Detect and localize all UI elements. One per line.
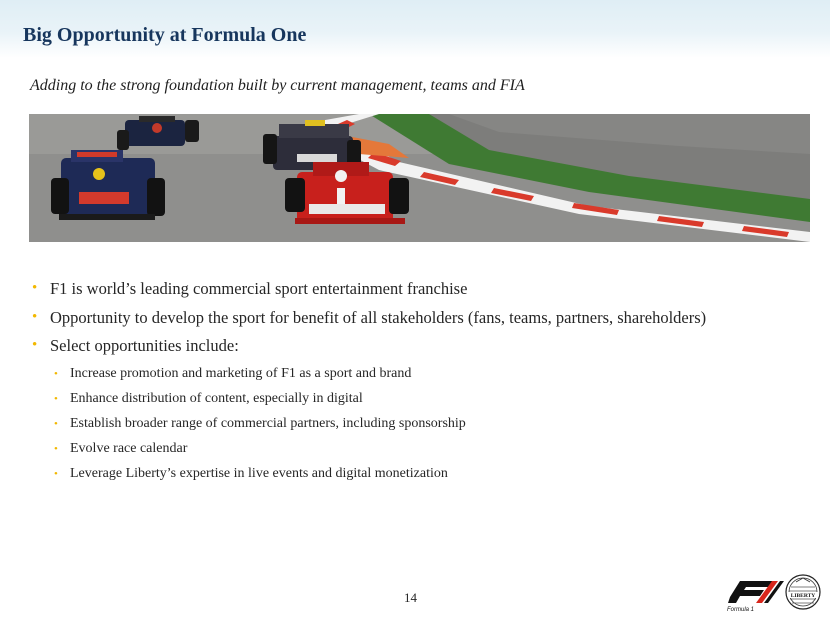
sub-bullet-item: [32, 415, 822, 432]
bullet-item: [32, 336, 822, 355]
sub-bullet-text: Enhance distribution of content, especially in digital: [70, 390, 363, 406]
sub-bullet-text: Leverage Liberty’s expertise in live events and digital monetization: [70, 466, 448, 482]
sub-bullet-item: [32, 440, 822, 457]
f1-caption: Formula 1: [727, 607, 755, 613]
sub-bullet-text: Evolve race calendar: [70, 441, 188, 457]
liberty-logo: [786, 575, 820, 609]
f1-logo: [727, 581, 784, 613]
bullet-text: Opportunity to develop the sport for benefit of all stakeholders (fans, teams, partners, shareholders): [50, 307, 707, 327]
slide-subtitle: Adding to the strong foundation built by current management, teams and FIA: [30, 77, 525, 94]
bullet-dot-icon: •: [54, 468, 58, 481]
sub-bullet-text: Increase promotion and marketing of F1 as a sport and brand: [70, 365, 412, 381]
bullet-dot-icon: •: [54, 392, 58, 405]
bullet-dot-icon: •: [54, 417, 58, 430]
race-photo: [29, 114, 810, 242]
slide-title: Big Opportunity at Formula One: [23, 24, 307, 46]
bullet-item: [32, 279, 822, 298]
logo-group: [726, 573, 824, 613]
liberty-text: LIBERTY: [790, 593, 816, 599]
bullet-dot-icon: •: [32, 308, 38, 325]
sub-bullet-item: [32, 465, 822, 482]
bullet-dot-icon: •: [32, 337, 38, 353]
bullet-dot-icon: •: [54, 367, 58, 380]
bullet-list: [32, 279, 822, 490]
sub-bullet-text: Establish broader range of commercial partners, including sponsorship: [70, 415, 466, 431]
sub-bullet-item: [32, 365, 822, 382]
bullet-text: F1 is world’s leading commercial sport entertainment franchise: [50, 279, 468, 298]
bullet-text: Select opportunities include:: [50, 336, 239, 355]
bullet-item: [32, 308, 822, 327]
bullet-dot-icon: •: [32, 280, 38, 296]
bullet-dot-icon: •: [54, 443, 58, 456]
sub-bullet-item: [32, 390, 822, 407]
page-number: 14: [404, 590, 417, 605]
